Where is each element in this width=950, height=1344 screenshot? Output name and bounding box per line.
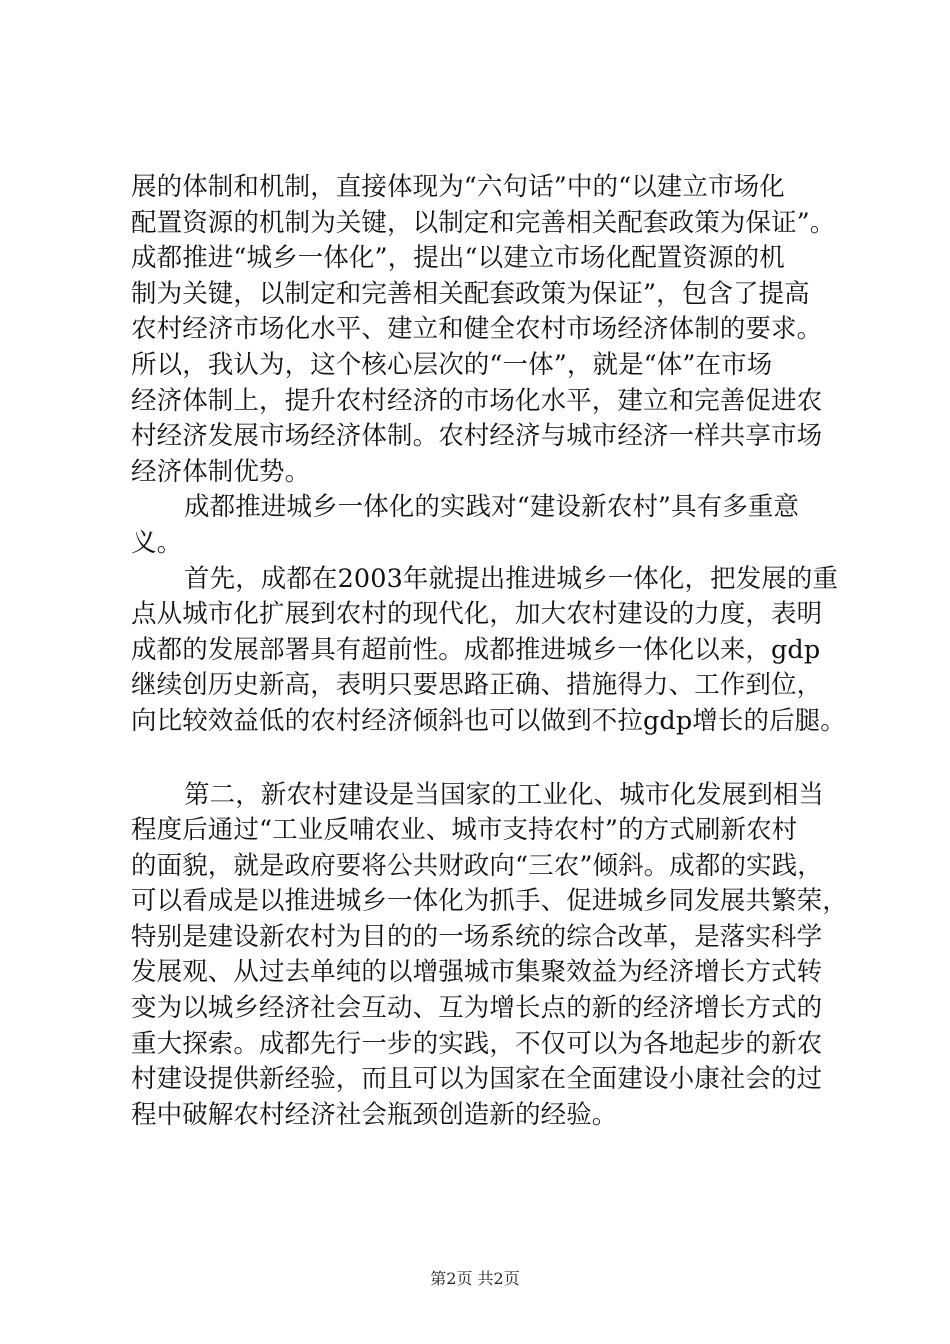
text-line: 向比较效益低的农村经济倾斜也可以做到不拉gdp增长的后腿。 xyxy=(131,705,846,736)
page-number: 第2页 共2页 xyxy=(430,1269,520,1288)
text-line: 首先，成都在2003年就提出推进城乡一体化，把发展的重 xyxy=(184,563,839,594)
text-line: 村建设提供新经验，而且可以为国家在全面建设小康社会的过 xyxy=(131,1064,823,1095)
text-line: 配置资源的机制为关键，以制定和完善相关配套政策为保证”。 xyxy=(131,207,836,238)
document-body xyxy=(131,170,848,1133)
text-line: 义。 xyxy=(131,527,183,558)
text-line: 特别是建设新农村为目的的一场系统的综合改革，是落实科学 xyxy=(131,921,823,952)
paragraph-2 xyxy=(131,490,833,561)
text-line: 经济体制上，提升农村经济的市场化水平，建立和完善促进农 xyxy=(131,385,823,416)
text-line: 发展观、从过去单纯的以增强城市集聚效益为经济增长方式转 xyxy=(131,957,823,988)
text-line: 程中破解农村经济社会瓶颈创造新的经验。 xyxy=(131,1099,618,1130)
text-line: 第二，新农村建设是当国家的工业化、城市化发展到相当 xyxy=(184,779,825,810)
text-line: 所以，我认为，这个核心层次的“一体”，就是“体”在市场 xyxy=(131,349,773,380)
text-line: 成都推进“城乡一体化”，提出“以建立市场化配置资源的机 xyxy=(131,243,785,274)
text-line: 农村经济市场化水平、建立和健全农村市场经济体制的要求。 xyxy=(131,314,823,345)
text-line: 的面貌，就是政府要将公共财政向“三农”倾斜。成都的实践， xyxy=(131,850,823,881)
text-line: 成都推进城乡一体化的实践对“建设新农村”具有多重意 xyxy=(184,492,800,523)
text-line: 村经济发展市场经济体制。农村经济与城市经济一样共享市场 xyxy=(131,421,823,452)
text-line: 程度后通过“工业反哺农业、城市支持农村”的方式刷新农村 xyxy=(131,815,798,846)
text-line: 可以看成是以推进城乡一体化为抓手、促进城乡同发展共繁荣， xyxy=(131,886,848,917)
paragraph-spacer xyxy=(131,740,833,778)
paragraph-4 xyxy=(131,778,848,1134)
text-line: 经济体制优势。 xyxy=(131,456,311,487)
text-line: 继续创历史新高，表明只要思路正确、措施得力、工作到位， xyxy=(131,670,823,701)
text-line: 变为以城乡经济社会互动、互为增长点的新的经济增长方式的 xyxy=(131,993,823,1024)
paragraph-1 xyxy=(131,170,836,490)
text-line: 制为关键，以制定和完善相关配套政策为保证”，包含了提高 xyxy=(131,278,810,309)
text-line: 重大探索。成都先行一步的实践，不仅可以为各地起步的新农 xyxy=(131,1028,823,1059)
text-line: 成都的发展部署具有超前性。成都推进城乡一体化以来，gdp xyxy=(131,634,821,665)
page-footer xyxy=(0,1268,950,1290)
text-line: 点从城市化扩展到农村的现代化，加大农村建设的力度，表明 xyxy=(131,599,823,630)
paragraph-3 xyxy=(131,562,846,740)
text-line: 展的体制和机制，直接体现为“六句话”中的“以建立市场化 xyxy=(131,172,785,202)
